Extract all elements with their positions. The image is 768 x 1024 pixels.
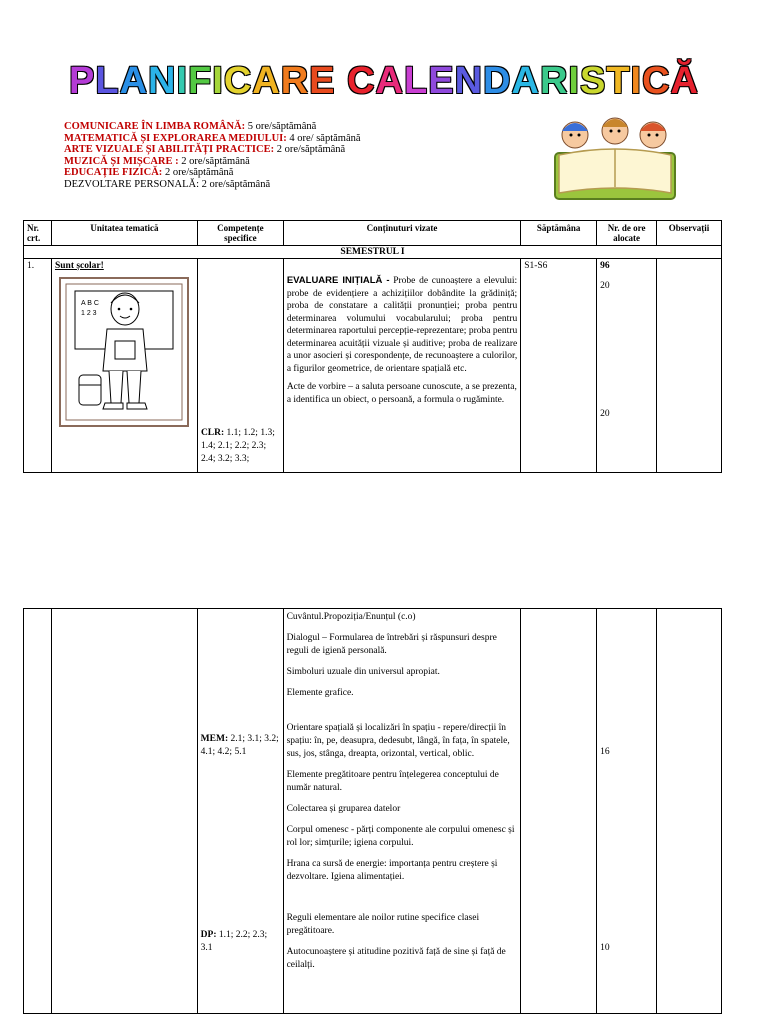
- title-letter: A: [252, 60, 281, 102]
- subject-hours: 4 ore/ săptămână: [286, 132, 361, 144]
- title-letter: I: [568, 60, 580, 102]
- content-item: Reguli elementare ale noilor rutine specifice clasei pregătitoare.: [286, 913, 480, 936]
- subject-hours: 2 ore/săptămână: [274, 144, 346, 156]
- row-nr: [24, 609, 52, 1014]
- header-contents: Conținuturi vizate: [283, 221, 520, 246]
- content-item: Autocunoaștere și atitudine pozitivă față de sine și față de ceilalți.: [286, 947, 506, 970]
- header-hours: Nr. de ore alocate: [597, 221, 657, 246]
- svg-text:A B C: A B C: [81, 300, 100, 307]
- row-nr: 1.: [24, 259, 52, 473]
- comp-dp: [201, 929, 280, 955]
- semester-row: [24, 246, 722, 259]
- header-week: Săptămâna: [521, 221, 597, 246]
- comp-clr-values: 1.1; 1.2; 1.3; 1.4; 2.1; 2.2; 2.3; 2.4; 3.2; 3.3;: [200, 428, 275, 464]
- title-letter: N: [454, 60, 484, 102]
- hours-cell: [597, 259, 657, 473]
- subject-line: [64, 133, 361, 145]
- title-letter: A: [119, 60, 149, 102]
- title-letter: E: [428, 60, 455, 102]
- plan-table-page2: [23, 608, 722, 1014]
- subject-name: EDUCAȚIE FIZICĂ:: [64, 167, 163, 179]
- title-letter: D: [483, 60, 512, 102]
- schoolboy-icon: [61, 279, 187, 425]
- content-item: Hrana ca sursă de energie: importanța pentru creștere și dezvoltare. Igiena alimentației.: [286, 859, 498, 882]
- observations-cell: [657, 609, 722, 1014]
- title-letter: [336, 60, 348, 102]
- subject-hours: 5 ore/săptămână: [245, 121, 317, 132]
- header-nr: Nr. crt.: [24, 221, 52, 246]
- content-item: Dialogul – Formularea de întrebări și răspunsuri despre reguli de igienă personală.: [286, 633, 497, 656]
- title-letter: P: [68, 60, 96, 102]
- subject-line: [64, 121, 361, 133]
- subject-name: MUZICĂ ȘI MIȘCARE :: [64, 155, 179, 167]
- contents-cell: [283, 259, 520, 473]
- content-item: Cuvântul.Propoziția/Enunțul (c.o): [286, 612, 416, 622]
- subjects-list: [64, 121, 361, 191]
- title-letter: S: [579, 60, 607, 102]
- schoolboy-illustration: [59, 277, 189, 427]
- eval-title: EVALUARE INIȚIALĂ -: [286, 275, 390, 286]
- header-unit: Unitatea tematică: [51, 221, 197, 246]
- table-row: [24, 609, 722, 1014]
- contents-cell: [283, 609, 521, 1014]
- comp-clr-label: CLR:: [200, 428, 225, 438]
- title-letter: C: [642, 60, 671, 102]
- content-item: Elemente grafice.: [286, 688, 354, 698]
- speech-acts: Acte de vorbire – a saluta persoane cunoscute, a se prezenta, a identifica un obiect, o persoană, a formula o rugăminte.: [286, 382, 517, 405]
- comp-mem: [201, 733, 280, 759]
- hours-eval: 20: [600, 281, 610, 291]
- content-item: Elemente pregătitoare pentru înțelegerea conceptului de număr natural.: [286, 770, 499, 793]
- title-letter: F: [188, 60, 213, 102]
- svg-text:1 2 3: 1 2 3: [81, 310, 98, 317]
- header-observations: Observații: [657, 221, 722, 246]
- content-item: Simboluri uzuale din universul apropiat.: [286, 667, 440, 677]
- subject-line: [64, 179, 361, 191]
- comp-dp-values: 1.1; 2.2; 2.3; 3.1: [200, 930, 268, 953]
- eval-text: Probe de cunoaștere a elevului: probe de evidențiere a achizițiilor dobândite la grădiniță; proba de constatare a calității pronunției; proba pentru determinarea volumului vocabularului; proba pentru determinarea raportului percepție-reprezentare; proba pentru determinarea acuității vizuale și auditive; proba de realizare a unor asocieri și corespondențe, de recunoaștere a culorilor, a figurilor geometrice, de orientare spațială etc.: [286, 276, 518, 374]
- header-competences: Competențe specifice: [197, 221, 283, 246]
- title-letter: I: [630, 60, 643, 102]
- competences-cell: [197, 609, 283, 1014]
- hours-total: 96: [600, 261, 610, 271]
- initial-evaluation: [287, 275, 517, 375]
- title-letter: E: [309, 60, 336, 102]
- subject-name: COMUNICARE ÎN LIMBA ROMÂNĂ:: [64, 121, 246, 132]
- table-header-row: [24, 221, 722, 246]
- content-item: Colectarea și gruparea datelor: [286, 804, 401, 814]
- title-letter: N: [148, 60, 177, 102]
- title-letter: R: [280, 60, 310, 102]
- subject-hours: 2 ore/săptămână: [178, 155, 250, 167]
- subject-hours: 2 ore/săptămână: [198, 178, 271, 190]
- unit-title: Sunt școlar!: [54, 261, 104, 271]
- content-item: Orientare spațială și localizări în spațiu - repere/direcții în spațiu: în, pe, deasupra, dedesubt, lângă, în fața, în spatele, sus, jos, stânga, dreapta, orizontal, vertical, oblic.: [286, 723, 510, 759]
- subject-line: [64, 144, 361, 156]
- comp-dp-label: DP:: [200, 930, 217, 940]
- plan-table-page1: [23, 220, 722, 473]
- semester-label: SEMESTRUL I: [24, 246, 722, 259]
- title-letter: A: [375, 60, 404, 102]
- title-letter: L: [95, 60, 120, 102]
- observations-cell: [657, 259, 722, 473]
- title-letter: C: [347, 60, 376, 102]
- subject-hours: 2 ore/săptămână: [162, 167, 234, 179]
- subject-name: MATEMATICĂ ȘI EXPLORAREA MEDIULUI:: [64, 132, 287, 144]
- subject-name: DEZVOLTARE PERSONALĂ:: [64, 178, 199, 190]
- subject-line: [64, 156, 361, 168]
- unit-cell: [51, 259, 197, 473]
- week-cell: [521, 609, 597, 1014]
- title-letter: R: [539, 60, 569, 102]
- subject-line: [64, 167, 361, 179]
- title-letter: A: [511, 60, 540, 102]
- hours-mem: 16: [600, 747, 610, 757]
- title-letter: Ă: [670, 60, 699, 102]
- title-letter: L: [404, 60, 429, 102]
- unit-cell: [51, 609, 197, 1014]
- children-reading-illustration: [545, 113, 685, 201]
- subject-name: ARTE VIZUALE ȘI ABILITĂȚI PRACTICE:: [64, 144, 275, 156]
- title-letter: I: [212, 60, 224, 102]
- title-letter: C: [223, 60, 253, 102]
- comp-mem-values: 2.1; 3.1; 3.2; 4.1; 4.2; 5.1: [200, 734, 279, 757]
- page-title: [0, 60, 768, 103]
- title-letter: I: [176, 60, 189, 102]
- title-letter: T: [606, 60, 631, 102]
- hours-speech: 20: [600, 409, 610, 419]
- comp-mem-label: MEM:: [200, 734, 229, 744]
- content-item: Corpul omenesc - părți componente ale corpului omenesc și rol lor; simțurile; igiena corpului.: [286, 825, 515, 848]
- hours-cell: [597, 609, 657, 1014]
- week-cell: S1-S6: [521, 259, 597, 473]
- table-row: [24, 259, 722, 473]
- hours-dp: 10: [600, 943, 610, 953]
- competences-cell: [197, 259, 283, 473]
